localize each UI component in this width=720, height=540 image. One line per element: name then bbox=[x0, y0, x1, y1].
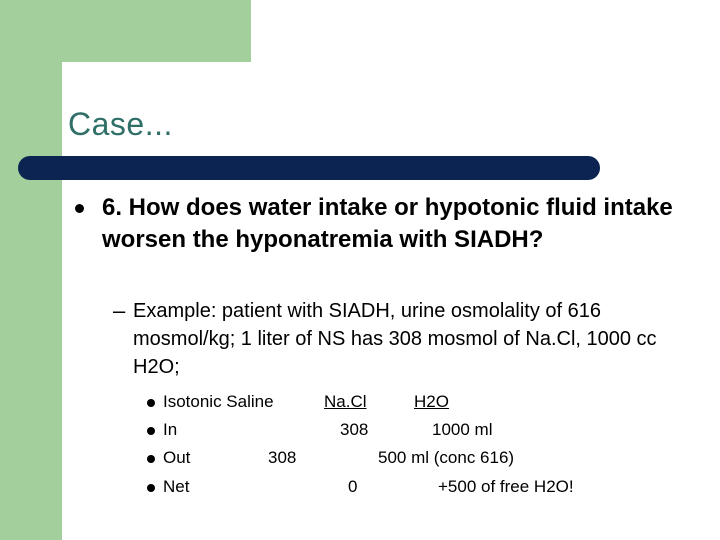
slide-title: Case... bbox=[68, 106, 173, 142]
title-underline-bar bbox=[18, 156, 600, 180]
question-text: 6. How does water intake or hypotonic fluid intake worsen the hyponatremia with SIADH? bbox=[102, 194, 673, 253]
level3-bullet-icon bbox=[147, 455, 155, 463]
row-label: Net bbox=[163, 477, 190, 496]
header-nacl: Na.Cl bbox=[324, 392, 367, 411]
row-col1: 308 bbox=[268, 448, 297, 467]
header-label: Isotonic Saline bbox=[163, 392, 274, 411]
row-h2o: 500 ml (conc 616) bbox=[378, 448, 515, 467]
row-label: Out bbox=[163, 448, 191, 467]
level3-bullet-icon bbox=[147, 427, 155, 435]
level3-bullet-icon bbox=[147, 484, 155, 492]
level3-bullet-icon bbox=[147, 399, 155, 407]
row-label: In bbox=[163, 420, 178, 439]
level1-bullet-icon bbox=[75, 204, 84, 213]
row-nacl: 0 bbox=[348, 477, 358, 496]
example-text: Example: patient with SIADH, urine osmolality of 616 mosmol/kg; 1 liter of NS has 308 mosmol of Na.Cl, 1000 cc H2O; bbox=[133, 300, 657, 378]
green-side-band bbox=[0, 0, 62, 540]
row-h2o: +500 of free H2O! bbox=[438, 477, 574, 496]
row-h2o: 1000 ml bbox=[432, 420, 493, 439]
row-nacl: 308 bbox=[340, 420, 369, 439]
header-h2o: H2O bbox=[414, 392, 449, 411]
dash-bullet-icon: – bbox=[113, 298, 126, 323]
